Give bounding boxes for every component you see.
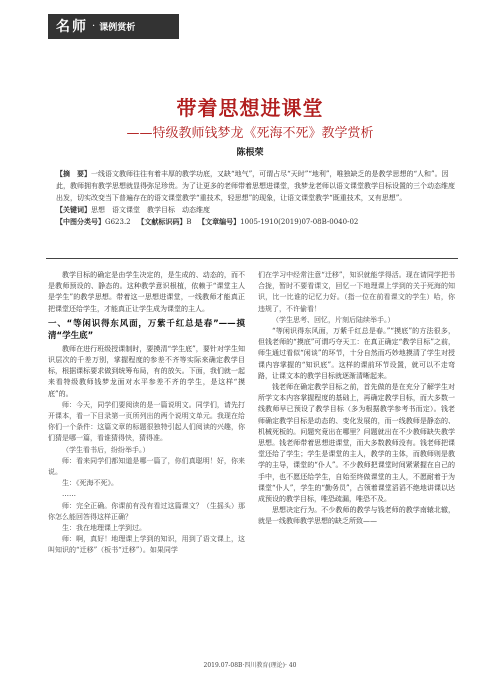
dialog-line: 师：今天，同学们要阅读的是一篇说明文。同学们，请先打开课本，看一下目录第一页所列出的两个说明文单元。我现在给你们一个条件：这篇文章的标题很独特引起人们阅读的兴趣，你们猜是哪一篇，看谁猜得快，猜得准。 [48,400,245,443]
doc-code: B [186,218,192,226]
section-heading: 一、“等闲识得东风面，万紫千红总是春”——摸清“学生底” [48,318,245,341]
abstract [46,168,458,204]
banner-sub-label: 课例赏析 [99,22,136,33]
abstract-label: 【摘 要】 [56,170,91,178]
dialog-line: 师：看来同学们都知道是哪一篇了，你们真聪明！好，你来说。 [48,456,245,477]
classification-code: G623.2 [105,218,131,226]
dialog-line: 生：《死海不死》。 [62,479,118,488]
abstract-text: 一线语文教师往往有着丰厚的教学功底，又缺“地气”，可谓占尽“天时”“地利”，唯独缺乏的是教学思想的“人和”。因此，教师拥有教学思想就显得弥足珍贵。为了让更多的老师带着思想进课堂，我梦龙老师以语文课堂教学目标设置的三个动态维度出发，切实改变当下普遍存在的语文课堂教学“重技术，轻思想”的现象，让语文课堂教学“既重技术，又有思想”。 [56,170,455,202]
body-paragraph: “等闲识得东风面，万紫千红总是春。”“摸底”的方法很多，但钱老师的“摸底”可谓巧夺天工：在真正确定“教学目标”之前，师生通过看似“闲谈”的环节，十分自然而巧妙地摸清了学生对授课内容掌握的“知识底”。这样的课前环节设置，就可以不走弯路，让课文本的教学目标就逐渐清晰起来。 [258,327,455,380]
banner-main-label: 名师 [56,19,88,35]
body-column-left [48,270,245,557]
body-column-right [258,270,455,528]
page-footer: 2019.07-08B·四川教育(理论)· 40 [203,662,297,669]
body-paragraph: 思想决定行为。不少教师的教学与钱老师的教学南辕北辙，就是一线教师教学思想的缺乏所致—— [258,506,455,526]
abstract-divider [46,258,458,259]
body-paragraph: 钱老师在确定教学目标之前，首先做的是在充分了解学生对所学文本内容掌握程度的基础上，再确定教学目标，而大多数一线教师早已预设了教学目标（多为根据教学参考书而定）。钱老师确定教学目标是动态的、变化发展的，而一线教师是静态的、机械死板的。问题究竟出在哪里？问题就出在不少教师缺失教学思想。钱老师带着思想进课堂，而大多数教师没有。钱老师把课堂还给了学生；学生是课堂的主人，教学的主体，而教师则是教学的主导，课堂的“仆人”。不少教师把课堂时间紧紧握在自己的手中，也不愿还给学生，自始至终做课堂的主人，不愿耐着于为课堂“仆人”，学生的“勤务员”，占领着课堂滔滔不绝地讲课以达成预设的教学目标，唯恐疏漏，唯恐不及。 [258,383,455,504]
body-paragraph: 教学目标的确定是由学生决定的，是生成的、动态的，而不是教师预设的、静态的。这种教学意识根植，依赖于“课堂主人是学生”的教学思想。带着这一思想进课堂，一线教师才能真正把课堂还给学生，才能真正让学生成为课堂的主人。 [48,271,245,313]
column-banner [48,14,179,38]
body-paragraph: 教师在进行班级授课制时，要摸清“学生底”，要针对学生知识层次的千差万别，掌握程度的参差不齐等实际来确定教学目标，根据课标要求做到统筹布局，有的放矢。下面，我们就一起来看特级教师钱梦龙面对水平参差不齐的学生，是这样“摸底”的。 [48,344,245,398]
dialog-line: 们在学习中经常注意“迁移”，知识就能学得活。现在请同学把书合拢，暂时不要看课文，回忆一下地理课上学到的关于死海的知识，比一比谁的记忆力好。（指一位在前看课文的学生）哈，你违规了，不许偷看！ [258,271,455,313]
keywords-text: 思想 语文课堂 教学目标 动态维度 [91,206,210,214]
dialog-line: （学生看书后，纷纷举手。） [62,445,150,454]
keywords-label: 【关键词】 [56,206,91,214]
classification-line [46,216,458,228]
article-subtitle: ——特级教师钱梦龙《死海不死》教学赏析 [126,126,374,141]
keywords [46,204,458,216]
dialog-line: …… [62,490,76,499]
banner-underline [48,38,179,39]
classification-label: 【中图分类号】 [56,218,105,226]
dialog-line: 生：我在地理课上学到过。 [62,524,146,533]
doc-code-label: 【文献标识码】 [137,218,187,226]
article-author: 陈根荣 [236,148,264,158]
banner-separator: · [92,20,96,32]
article-title: 带着思想进课堂 [176,96,324,120]
article-no-label: 【文章编号】 [198,218,241,226]
dialog-line: 师：完全正确。你课前有没有看过这篇课文？（生摇头）那你怎么能回答得这样正确？ [48,501,245,521]
dialog-line: 师：啊，真好！地理课上学到的知识，用到了语文课上，这叫知识的“迁移”（板书“迁移”）。如果同学 [48,535,245,555]
abstract-block [46,168,458,228]
dialog-line: （学生思考、回忆，片刻后陆续举手。） [272,315,395,324]
article-no: 1005-1910(2019)07-08B-0040-02 [240,218,359,226]
